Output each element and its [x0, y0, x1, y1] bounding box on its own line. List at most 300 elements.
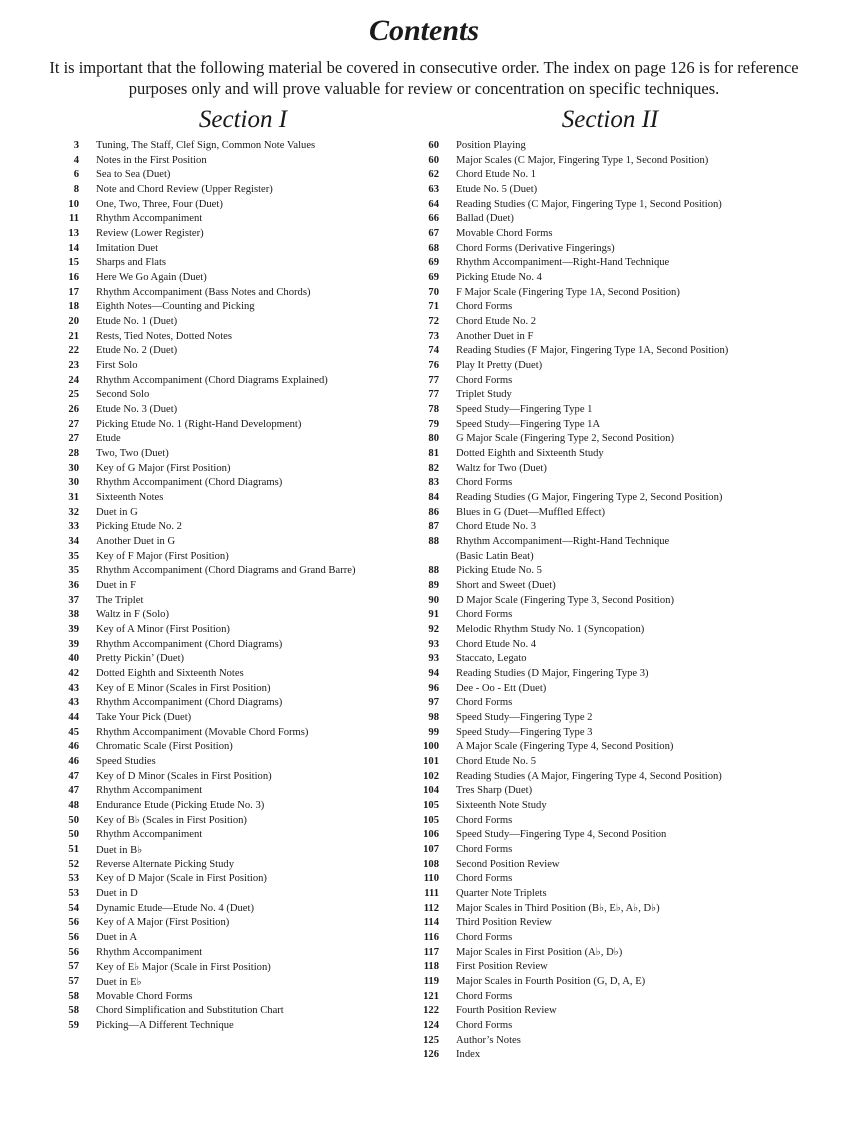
toc-entry-title: Speed Study—Fingering Type 4, Second Position: [456, 829, 667, 841]
toc-entry-title: Triplet Study: [456, 389, 512, 401]
toc-page-number: 44: [68, 712, 79, 724]
toc-entry-title: Two, Two (Duet): [96, 447, 169, 459]
toc-entry: [50, 505, 355, 520]
toc-entry: [50, 534, 355, 549]
toc-entry: [50, 740, 355, 755]
toc-page-number: 35: [68, 565, 79, 577]
toc-entry: [410, 666, 728, 681]
toc-entry: [50, 270, 355, 285]
toc-entry-title: Key of F Major (First Position): [96, 550, 229, 562]
toc-entry-title: Position Playing: [456, 139, 526, 151]
toc-entry: [410, 270, 728, 285]
toc-page-number: 38: [68, 609, 79, 621]
toc-entry-title: Reading Studies (G Major, Fingering Type 2, Second Position): [456, 491, 723, 503]
toc-entry: [50, 446, 355, 461]
toc-page-number: 39: [68, 624, 79, 635]
toc-page-number: 69: [428, 257, 439, 269]
toc-entry-title: Chord Forms (Derivative Fingerings): [456, 242, 615, 254]
toc-entry: [410, 417, 728, 432]
toc-page-number: 15: [68, 257, 79, 269]
toc-page-number: 110: [423, 873, 439, 885]
toc-page-number: 47: [68, 770, 79, 782]
toc-page-number: 24: [68, 374, 79, 386]
toc-page-number: 102: [423, 770, 439, 782]
toc-entry-title: Endurance Etude (Picking Etude No. 3): [96, 800, 265, 812]
toc-entry: [410, 314, 728, 329]
toc-entry: [410, 138, 728, 153]
toc-page-number: 52: [68, 858, 79, 870]
intro-paragraph: It is important that the following material be covered in consecutive order. The index on page 126 is for reference purposes only and will prove valuable for review or concentration on specific techniques.: [49, 58, 799, 98]
toc-entry-title: Duet in F: [96, 579, 137, 591]
toc-entry-title: Rhythm Accompaniment (Chord Diagrams): [96, 477, 283, 489]
toc-entry: [50, 167, 355, 182]
toc-entry: [410, 329, 728, 344]
toc-page-number: 71: [428, 301, 439, 313]
toc-entry: [410, 754, 728, 769]
toc-entry: [50, 784, 355, 799]
toc-entry-title: Chord Etude No. 4: [456, 638, 537, 650]
toc-entry-title: One, Two, Three, Four (Duet): [96, 198, 223, 210]
toc-entry-title: Chord Forms: [456, 374, 513, 386]
toc-page-number: 3: [73, 139, 79, 151]
toc-entry-title: Speed Study—Fingering Type 1A: [456, 418, 601, 430]
toc-entry: [50, 490, 355, 505]
toc-entry-title: Sixteenth Note Study: [456, 800, 547, 812]
toc-entry-title: Major Scales in Fourth Position (G, D, A, E): [456, 976, 646, 988]
toc-entry-title: Chord Forms: [456, 873, 513, 885]
toc-entry: [50, 549, 355, 564]
toc-page-number: 53: [68, 888, 79, 900]
toc-entry: [410, 534, 728, 549]
toc-page-number: 11: [68, 213, 79, 225]
toc-page-number: 10: [68, 198, 79, 210]
toc-entry-title: Reading Studies (A Major, Fingering Type 4, Second Position): [456, 770, 722, 782]
toc-page-number: 80: [428, 433, 439, 445]
toc-entry-title: A Major Scale (Fingering Type 4, Second Position): [456, 741, 674, 753]
toc-page-number: 70: [428, 286, 439, 298]
toc-page-number: 92: [428, 624, 439, 635]
toc-entry: [410, 813, 728, 828]
toc-entry: [410, 784, 728, 799]
toc-page-number: 22: [68, 345, 79, 357]
toc-entry: [50, 402, 355, 417]
toc-entry-title: Dotted Eighth and Sixteenth Notes: [96, 668, 244, 680]
toc-entry: [410, 519, 728, 534]
toc-page-number: 48: [68, 800, 79, 812]
toc-entry: [50, 343, 355, 358]
toc-entry: [410, 696, 728, 711]
toc-page-number: 42: [68, 668, 79, 680]
toc-page-number: 122: [423, 1005, 439, 1017]
toc-page-number: 25: [68, 389, 79, 401]
toc-page-number: 27: [68, 418, 79, 430]
toc-entry-title: Major Scales in First Position (A♭, D♭): [456, 947, 623, 959]
toc-page-number: 114: [423, 917, 439, 929]
toc-entry: [50, 681, 355, 696]
toc-entry-title: Chord Etude No. 3: [456, 521, 537, 533]
toc-entry: [410, 945, 728, 960]
toc-entry-title: Chord Forms: [456, 697, 513, 709]
toc-page-number: 53: [68, 873, 79, 885]
section-1-title: Section I: [198, 106, 288, 133]
toc-entry-title: Tuning, The Staff, Clef Sign, Common Note Values: [96, 139, 316, 151]
toc-entry: [50, 138, 355, 153]
toc-entry-title: Rhythm Accompaniment: [96, 829, 203, 841]
toc-entry-title: Rhythm Accompaniment—Right-Hand Technique: [456, 535, 670, 547]
toc-entry: [410, 637, 728, 652]
toc-entry: [410, 431, 728, 446]
toc-entry-title: Here We Go Again (Duet): [96, 271, 207, 283]
section-2-list: [410, 138, 728, 1062]
toc-entry: [410, 828, 728, 843]
toc-page-number: 73: [428, 330, 439, 342]
toc-entry: [410, 358, 728, 373]
toc-entry: [50, 666, 355, 681]
toc-entry-title: F Major Scale (Fingering Type 1A, Second Position): [456, 286, 680, 298]
toc-entry-title: Chord Forms: [456, 932, 513, 944]
toc-entry-title: Waltz in F (Solo): [96, 609, 170, 621]
toc-entry-title: Etude No. 5 (Duet): [456, 183, 538, 195]
toc-entry-title: Reading Studies (F Major, Fingering Type 1A, Second Position): [456, 345, 729, 357]
toc-entry-title: Sixteenth Notes: [96, 491, 164, 503]
toc-entry: [50, 226, 355, 241]
toc-entry: [50, 886, 355, 901]
toc-entry: [410, 622, 728, 637]
toc-page-number: 91: [428, 609, 439, 621]
toc-page-number: 51: [68, 844, 79, 856]
toc-page-number: 81: [428, 447, 439, 459]
toc-page-number: 111: [424, 888, 439, 900]
toc-page-number: 21: [68, 330, 79, 342]
toc-entry: [410, 989, 728, 1004]
toc-entry: [50, 813, 355, 828]
toc-entry: [50, 930, 355, 945]
toc-entry-title: Rhythm Accompaniment (Movable Chord Forms): [96, 726, 309, 738]
toc-page-number: 43: [68, 682, 79, 694]
toc-entry: [50, 754, 355, 769]
toc-entry: [410, 490, 728, 505]
toc-entry-title: Rhythm Accompaniment (Chord Diagrams): [96, 638, 283, 650]
toc-page-number: 18: [68, 301, 79, 313]
toc-page-number: 82: [428, 462, 439, 474]
toc-entry: [410, 1048, 728, 1063]
toc-entry-title: Movable Chord Forms: [456, 227, 553, 239]
toc-entry-title: Rhythm Accompaniment: [96, 946, 203, 958]
toc-page-number: 125: [423, 1034, 439, 1046]
toc-entry-title: Reverse Alternate Picking Study: [96, 858, 234, 870]
toc-page-number: 67: [428, 227, 439, 239]
toc-entry: [50, 241, 355, 256]
toc-page-number: 14: [68, 242, 79, 254]
toc-entry: [50, 182, 355, 197]
toc-entry-title: Reading Studies (C Major, Fingering Type 1, Second Position): [456, 198, 722, 210]
toc-page-number: 26: [68, 403, 79, 415]
toc-page-number: 34: [68, 535, 79, 547]
toc-entry: [50, 798, 355, 813]
toc-entry-title: Etude No. 3 (Duet): [96, 403, 178, 415]
toc-page-number: 56: [68, 932, 79, 944]
toc-page-number: 112: [423, 902, 439, 914]
toc-entry: [410, 593, 728, 608]
toc-page-number: 60: [428, 154, 439, 166]
toc-entry: [50, 461, 355, 476]
toc-page-number: 77: [428, 389, 439, 401]
toc-page-number: 101: [423, 756, 439, 768]
toc-entry-title: Picking Etude No. 5: [456, 565, 542, 577]
toc-entry: [410, 299, 728, 314]
toc-entry: [50, 842, 355, 857]
toc-page-number: 124: [423, 1020, 439, 1032]
toc-entry: [50, 828, 355, 843]
toc-page-number: 96: [428, 682, 439, 694]
toc-entry: [50, 1018, 355, 1033]
toc-page-number: 59: [68, 1020, 79, 1032]
toc-entry-title: Key of E♭ Major (Scale in First Position): [96, 961, 271, 973]
toc-entry-title: Melodic Rhythm Study No. 1 (Syncopation): [456, 624, 645, 635]
toc-entry-title: Imitation Duet: [96, 242, 159, 254]
toc-entry-title: Movable Chord Forms: [96, 990, 193, 1002]
toc-entry-title: Notes in the First Position: [96, 154, 207, 166]
toc-entry: [410, 857, 728, 872]
toc-page-number: 117: [423, 946, 439, 958]
toc-page-number: 106: [423, 829, 439, 841]
toc-page-number: 30: [68, 477, 79, 489]
toc-entry: [50, 593, 355, 608]
section-2-title: Section II: [561, 106, 659, 133]
toc-entry: [50, 637, 355, 652]
toc-page-number: 84: [428, 491, 439, 503]
toc-entry: [410, 402, 728, 417]
toc-page-number: 27: [68, 433, 79, 445]
toc-entry: [410, 901, 728, 916]
toc-entry-title: Index: [456, 1049, 481, 1061]
toc-entry: [50, 417, 355, 432]
toc-entry-title: Ballad (Duet): [456, 213, 514, 225]
toc-entry-title: Speed Studies: [96, 756, 156, 768]
toc-entry: [50, 387, 355, 402]
toc-entry: [410, 710, 728, 725]
toc-page-number: 104: [423, 785, 439, 797]
toc-entry-title: Picking Etude No. 1 (Right-Hand Development): [96, 418, 302, 430]
toc-entry-title: Key of B♭ (Scales in First Position): [96, 815, 247, 827]
toc-entry-title: Picking Etude No. 2: [96, 521, 182, 533]
toc-entry-title: Chord Forms: [456, 814, 513, 826]
toc-entry: [410, 446, 728, 461]
toc-page-number: 118: [423, 961, 439, 973]
toc-entry: [410, 769, 728, 784]
toc-entry: [50, 974, 355, 989]
toc-page-number: 89: [428, 579, 439, 591]
toc-entry-title: Another Duet in F: [456, 330, 534, 342]
toc-page-number: 54: [68, 902, 79, 914]
toc-entry-title: Speed Study—Fingering Type 1: [456, 403, 593, 415]
toc-entry: [50, 608, 355, 623]
toc-entry: [410, 226, 728, 241]
toc-entry: [50, 1004, 355, 1019]
toc-page-number: 88: [428, 535, 439, 547]
toc-entry: [50, 358, 355, 373]
toc-entry-title: Review (Lower Register): [96, 227, 204, 239]
toc-entry: [410, 211, 728, 226]
toc-entry-title: Duet in B♭: [96, 844, 143, 856]
toc-page-number: 93: [428, 653, 439, 665]
toc-entry: [410, 740, 728, 755]
toc-page-number: 77: [428, 374, 439, 386]
toc-page-number: 57: [68, 976, 79, 988]
toc-page-number: 56: [68, 917, 79, 929]
toc-entry-title: Etude No. 2 (Duet): [96, 345, 178, 357]
toc-page-number: 36: [68, 579, 79, 591]
toc-page-number: 62: [428, 169, 439, 181]
toc-entry-title: (Basic Latin Beat): [456, 550, 534, 562]
toc-entry: [410, 578, 728, 593]
toc-entry-title: Duet in G: [96, 506, 138, 518]
toc-page-number: 57: [68, 961, 79, 973]
toc-page-number: 63: [428, 183, 439, 195]
toc-page-number: 100: [423, 741, 439, 753]
toc-entry-title: Dee - Oo - Ett (Duet): [456, 682, 547, 694]
toc-entry-title: Author’s Notes: [456, 1034, 521, 1046]
toc-entry-title: Second Solo: [96, 389, 150, 401]
toc-entry: [410, 608, 728, 623]
toc-page-number: 33: [68, 521, 79, 533]
toc-entry-title: Third Position Review: [456, 917, 552, 929]
toc-entry-title: Rests, Tied Notes, Dotted Notes: [96, 330, 232, 342]
toc-page-number: 105: [423, 800, 439, 812]
toc-entry: [410, 960, 728, 975]
toc-entry-title: Take Your Pick (Duet): [96, 712, 192, 724]
toc-entry: [50, 578, 355, 593]
toc-entry: [50, 431, 355, 446]
toc-page-number: 119: [423, 976, 439, 988]
toc-entry-title: Reading Studies (D Major, Fingering Type 3): [456, 668, 649, 680]
toc-page-number: 64: [428, 198, 439, 210]
toc-entry-title: Waltz for Two (Duet): [456, 462, 547, 474]
toc-entry: [50, 299, 355, 314]
toc-entry: [410, 461, 728, 476]
toc-page-number: 98: [428, 712, 439, 724]
toc-page-number: 94: [428, 668, 439, 680]
toc-page-number: 93: [428, 638, 439, 650]
toc-entry: [410, 974, 728, 989]
toc-page-number: 50: [68, 814, 79, 826]
toc-entry-title: Rhythm Accompaniment (Chord Diagrams Explained): [96, 374, 328, 386]
toc-entry: [50, 329, 355, 344]
toc-entry-title: Key of A Major (First Position): [96, 917, 230, 929]
toc-entry-title: Sharps and Flats: [96, 257, 167, 269]
toc-entry-title: Sea to Sea (Duet): [96, 169, 171, 181]
toc-entry-title: Pretty Pickin’ (Duet): [96, 653, 185, 665]
toc-entry-title: The Triplet: [96, 594, 144, 606]
toc-entry-title: Duet in D: [96, 888, 138, 900]
toc-page-number: 31: [68, 491, 79, 503]
toc-page-number: 86: [428, 506, 439, 518]
toc-entry: [50, 285, 355, 300]
toc-page-number: 28: [68, 447, 79, 459]
page-title: Contents: [368, 14, 480, 47]
toc-entry-title: Note and Chord Review (Upper Register): [96, 183, 273, 195]
toc-entry-title: Play It Pretty (Duet): [456, 359, 543, 371]
toc-page-number: 60: [428, 139, 439, 151]
toc-entry-title: Quarter Note Triplets: [456, 888, 547, 900]
toc-entry-title: Chord Simplification and Substitution Chart: [96, 1005, 284, 1017]
toc-page-number: 58: [68, 990, 79, 1002]
toc-entry: [410, 387, 728, 402]
toc-entry: [50, 153, 355, 168]
toc-entry: [410, 798, 728, 813]
toc-entry: [410, 652, 728, 667]
toc-entry-title: Chord Forms: [456, 301, 513, 313]
toc-entry-title: Rhythm Accompaniment (Chord Diagrams): [96, 697, 283, 709]
toc-page-number: 39: [68, 638, 79, 650]
toc-entry: [50, 696, 355, 711]
toc-entry: [50, 314, 355, 329]
toc-page-number: 46: [68, 741, 79, 753]
toc-page-number: 40: [68, 653, 79, 665]
toc-entry: [50, 373, 355, 388]
toc-entry: [410, 153, 728, 168]
toc-page-number: 50: [68, 829, 79, 841]
toc-entry: [50, 475, 355, 490]
toc-entry-title: Eighth Notes—Counting and Picking: [96, 301, 255, 313]
toc-entry: [50, 710, 355, 725]
toc-entry: [410, 255, 728, 270]
toc-entry: [50, 197, 355, 212]
toc-entry: [50, 519, 355, 534]
toc-entry-title: Dynamic Etude—Etude No. 4 (Duet): [96, 902, 254, 914]
toc-entry-title: Second Position Review: [456, 858, 560, 870]
toc-page-number: 66: [428, 213, 439, 225]
toc-entry-title: Another Duet in G: [96, 535, 176, 547]
toc-entry-title: Tres Sharp (Duet): [456, 785, 533, 797]
toc-entry: [410, 1033, 728, 1048]
toc-entry: [410, 197, 728, 212]
toc-page-number: 43: [68, 697, 79, 709]
toc-page-number: 99: [428, 726, 439, 738]
toc-entry-title: Blues in G (Duet—Muffled Effect): [456, 506, 606, 518]
toc-entry: [410, 725, 728, 740]
toc-page-number: 58: [68, 1005, 79, 1017]
toc-page-number: 37: [68, 594, 79, 606]
toc-entry: [410, 563, 728, 578]
toc-page-number: 4: [73, 154, 79, 166]
toc-page-number: 87: [428, 521, 439, 533]
toc-entry-title: Chord Forms: [456, 1020, 513, 1032]
toc-entry-title: Chord Forms: [456, 609, 513, 621]
toc-entry: [50, 872, 355, 887]
toc-entry: [410, 916, 728, 931]
toc-page-number: 35: [68, 550, 79, 562]
toc-page-number: 30: [68, 462, 79, 474]
toc-page-number: 88: [428, 565, 439, 577]
toc-page-number: 16: [68, 271, 79, 283]
toc-entry-title: Rhythm Accompaniment: [96, 213, 203, 225]
toc-entry-title: D Major Scale (Fingering Type 3, Second Position): [456, 594, 674, 606]
toc-entry-title: Speed Study—Fingering Type 3: [456, 726, 593, 738]
toc-page-number: 47: [68, 785, 79, 797]
toc-page-number: 83: [428, 477, 439, 489]
toc-page-number: 97: [428, 697, 439, 709]
toc-entry-title: Chord Forms: [456, 477, 513, 489]
toc-entry-title: Etude No. 1 (Duet): [96, 315, 178, 327]
toc-entry: [50, 652, 355, 667]
toc-entry: [50, 622, 355, 637]
toc-page-number: 76: [428, 359, 439, 371]
toc-entry-title: Speed Study—Fingering Type 2: [456, 712, 593, 724]
toc-entry-title: Rhythm Accompaniment: [96, 785, 203, 797]
toc-entry-title: Staccato, Legato: [456, 653, 527, 665]
toc-entry: [50, 857, 355, 872]
